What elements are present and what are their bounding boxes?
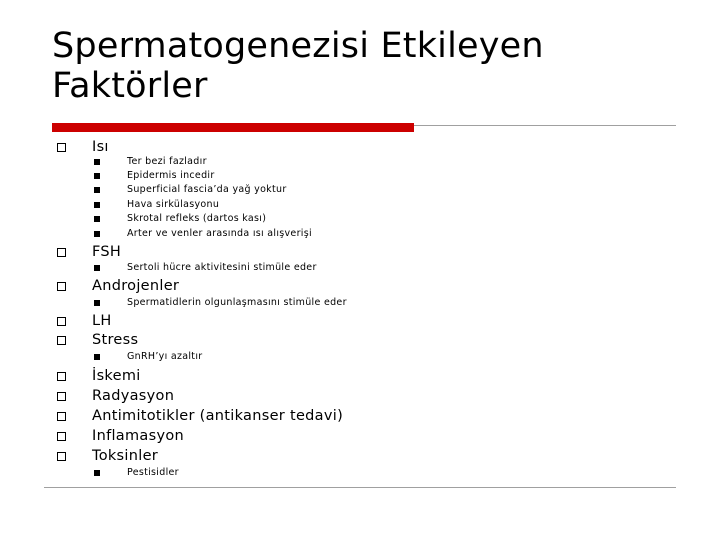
filled-square-icon [94,470,100,476]
bullet-item: İskemi [92,368,141,384]
sub-bullet-item: Pestisidler [127,467,179,478]
hollow-square-icon [57,248,66,257]
bullet-item: Inflamasyon [92,428,184,444]
filled-square-icon [94,202,100,208]
bullet-item: Toksinler [92,448,159,464]
filled-square-icon [94,216,100,222]
sub-bullet-item: Hava sirkülasyonu [127,199,220,210]
filled-square-icon [94,300,100,306]
title-divider-line [414,125,676,126]
sub-bullet-item: Superficial fascia’da yağ yoktur [127,184,287,195]
hollow-square-icon [57,392,66,401]
bullet-item: Antimitotikler (antikanser tedavi) [92,408,344,424]
hollow-square-icon [57,336,66,345]
bullet-item: Isı [92,139,109,155]
slide-title: Spermatogenezisi Etkileyen Faktörler [52,26,544,106]
bullet-item: FSH [92,244,122,260]
hollow-square-icon [57,452,66,461]
hollow-square-icon [57,372,66,381]
bullet-item: Radyasyon [92,388,175,404]
footer-divider-line [44,487,676,488]
hollow-square-icon [57,143,66,152]
sub-bullet-item: Skrotal refleks (dartos kası) [127,213,267,224]
filled-square-icon [94,187,100,193]
filled-square-icon [94,265,100,271]
hollow-square-icon [57,412,66,421]
bullet-item: Androjenler [92,278,180,294]
sub-bullet-item: Arter ve venler arasında ısı alışverişi [127,228,312,239]
sub-bullet-item: Sertoli hücre aktivitesini stimüle eder [127,262,317,273]
title-accent-bar [52,123,414,132]
filled-square-icon [94,159,100,165]
bullet-item: LH [92,313,112,329]
hollow-square-icon [57,282,66,291]
filled-square-icon [94,231,100,237]
sub-bullet-item: Epidermis incedir [127,170,215,181]
filled-square-icon [94,354,100,360]
sub-bullet-item: Ter bezi fazladır [127,156,207,167]
sub-bullet-item: Spermatidlerin olgunlaşmasını stimüle eder [127,297,347,308]
hollow-square-icon [57,432,66,441]
filled-square-icon [94,173,100,179]
hollow-square-icon [57,317,66,326]
sub-bullet-item: GnRH’yı azaltır [127,351,203,362]
bullet-item: Stress [92,332,139,348]
